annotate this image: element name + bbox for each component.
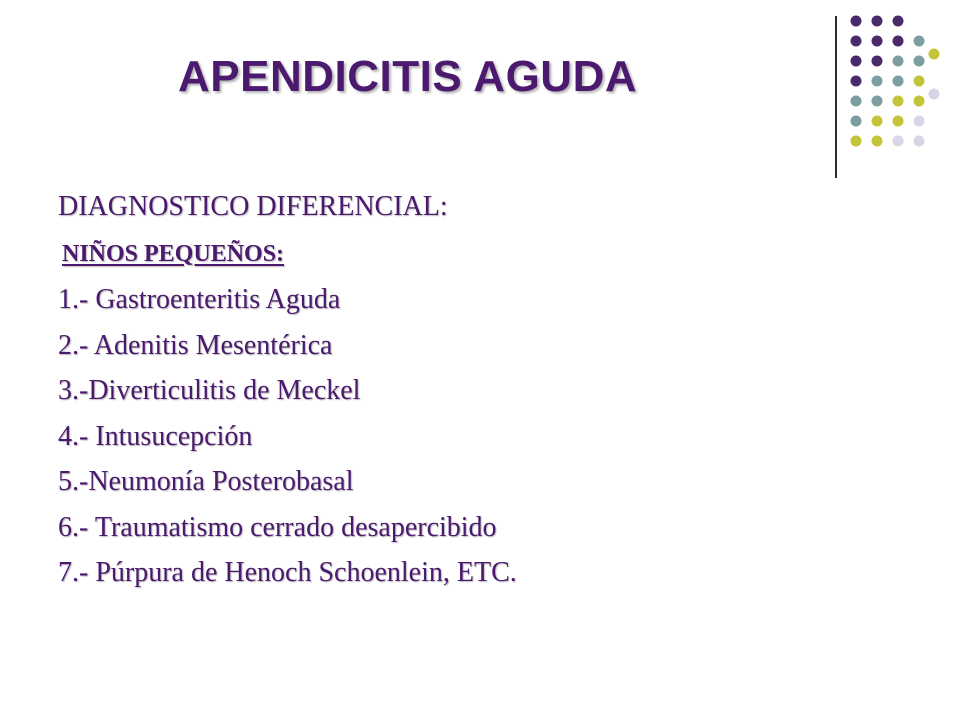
dot xyxy=(851,56,862,67)
dot xyxy=(851,136,862,147)
dot xyxy=(914,36,925,47)
list-item: 7.- Púrpura de Henoch Schoenlein, ETC. xyxy=(58,557,517,588)
list-item: 3.-Diverticulitis de Meckel xyxy=(58,375,361,406)
dot xyxy=(893,116,904,127)
dot xyxy=(872,56,883,67)
decorative-divider-line xyxy=(835,16,837,178)
dot xyxy=(929,49,940,60)
dot xyxy=(851,96,862,107)
list-item: 5.-Neumonía Posterobasal xyxy=(58,466,354,497)
dot xyxy=(893,36,904,47)
dot xyxy=(872,116,883,127)
dot xyxy=(893,96,904,107)
dot xyxy=(851,36,862,47)
list-item: 4.- Intusucepción xyxy=(58,420,253,452)
decorative-dot-grid-icon xyxy=(850,14,940,154)
list-item: 1.- Gastroenteritis Aguda xyxy=(58,284,341,315)
dot xyxy=(914,116,925,127)
dot xyxy=(872,96,883,107)
dot xyxy=(929,89,940,100)
dot xyxy=(872,36,883,47)
dot xyxy=(914,136,925,147)
dot xyxy=(851,76,862,87)
dot xyxy=(914,56,925,67)
section-subheading: NIÑOS PEQUEÑOS: xyxy=(62,240,285,267)
list-item: 2.- Adenitis Mesentérica xyxy=(58,329,333,361)
dot xyxy=(893,16,904,27)
dot xyxy=(872,16,883,27)
list-item: 6.- Traumatismo cerrado desapercibido xyxy=(58,511,497,543)
dot xyxy=(914,76,925,87)
dot xyxy=(872,76,883,87)
dot xyxy=(893,56,904,67)
slide-title: APENDICITIS AGUDA xyxy=(178,52,638,101)
slide-content xyxy=(58,184,517,596)
dot xyxy=(851,116,862,127)
section-heading: DIAGNOSTICO DIFERENCIAL: xyxy=(58,191,448,222)
dot xyxy=(851,16,862,27)
dot xyxy=(914,96,925,107)
dot xyxy=(893,136,904,147)
dot xyxy=(893,76,904,87)
